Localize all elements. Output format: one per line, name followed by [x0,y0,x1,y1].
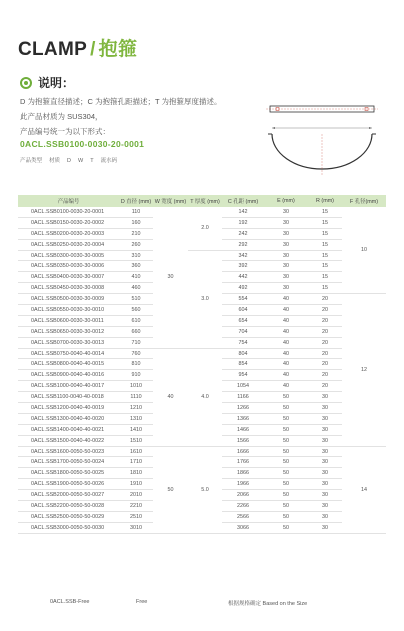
e-cell: 30 [264,283,308,294]
hole-distance-cell: 342 [222,250,264,261]
product-code-cell: 0ACL.SSB0350-0030-30-0006 [18,261,119,272]
product-code-cell: 0ACL.SSB1600-0050-50-0023 [18,446,119,457]
product-code-cell: 0ACL.SSB2000-0050-50-0027 [18,490,119,501]
r-cell: 30 [308,392,342,403]
e-cell: 50 [264,457,308,468]
width-cell: 40 [153,348,188,446]
e-cell: 40 [264,305,308,316]
e-cell: 40 [264,337,308,348]
product-code-cell: 0ACL.SSB0800-0040-40-0015 [18,359,119,370]
hole-distance-cell: 1466 [222,424,264,435]
description-line-2: 此产品材质为 SUS304， [20,112,103,121]
column-header: E (mm) [264,195,308,207]
diameter-cell: 660 [119,326,153,337]
e-cell: 40 [264,315,308,326]
hole-distance-cell: 604 [222,305,264,316]
hole-distance-cell: 2266 [222,501,264,512]
title-en: CLAMP [18,39,88,60]
e-cell: 50 [264,392,308,403]
product-code-cell: 0ACL.SSB1000-0040-40-0017 [18,381,119,392]
column-header: F 孔径(mm) [342,195,386,207]
hole-distance-cell: 1266 [222,403,264,414]
product-code-cell: 0ACL.SSB0550-0030-30-0010 [18,305,119,316]
product-code-cell: 0ACL.SSB0150-0030-20-0002 [18,217,119,228]
diameter-cell: 710 [119,337,153,348]
diameter-cell: 360 [119,261,153,272]
spec-table [18,195,386,534]
e-cell: 30 [264,250,308,261]
e-cell: 50 [264,435,308,446]
product-code-cell: 0ACL.SSB3000-0050-50-0030 [18,522,119,533]
r-cell: 30 [308,435,342,446]
table-row [18,348,386,359]
hole-distance-cell: 1566 [222,435,264,446]
diameter-cell: 1910 [119,479,153,490]
diameter-cell: 410 [119,272,153,283]
e-cell: 40 [264,326,308,337]
hole-distance-cell: 804 [222,348,264,359]
diameter-cell: 310 [119,250,153,261]
hole-distance-cell: 554 [222,294,264,305]
thickness-cell: 4.0 [188,348,222,446]
hole-diameter-cell: 10 [342,207,386,294]
product-code-cell: 0ACL.SSB0100-0030-20-0001 [18,207,119,217]
code-legend-item: T [90,158,94,164]
e-cell: 40 [264,370,308,381]
description-line-3: 产品编号统一为以下形式： [20,127,110,136]
r-cell: 30 [308,403,342,414]
e-cell: 50 [264,424,308,435]
r-cell: 15 [308,239,342,250]
e-cell: 50 [264,511,308,522]
hole-distance-cell: 1366 [222,413,264,424]
r-cell: 30 [308,479,342,490]
e-cell: 40 [264,359,308,370]
column-header: D 直径 (mm) [119,195,153,207]
e-cell: 30 [264,217,308,228]
r-cell: 15 [308,250,342,261]
diameter-cell: 610 [119,315,153,326]
e-cell: 50 [264,501,308,512]
r-cell: 20 [308,348,342,359]
r-cell: 15 [308,272,342,283]
footer-note: 根据规格确定 Based on the Size [228,601,308,607]
diameter-cell: 2010 [119,490,153,501]
column-header: W 宽度 (mm) [153,195,188,207]
product-code-cell: 0ACL.SSB0900-0040-40-0016 [18,370,119,381]
product-code-cell: 0ACL.SSB2500-0050-50-0029 [18,511,119,522]
product-code-cell: 0ACL.SSB0600-0030-30-0011 [18,315,119,326]
r-cell: 20 [308,315,342,326]
diameter-cell: 460 [119,283,153,294]
hole-distance-cell: 854 [222,359,264,370]
e-cell: 50 [264,522,308,533]
code-legend-item: 产品类型 [20,158,43,164]
r-cell: 15 [308,283,342,294]
r-cell: 30 [308,424,342,435]
hole-distance-cell: 1766 [222,457,264,468]
e-cell: 50 [264,413,308,424]
product-code-cell: 0ACL.SSB0500-0030-30-0009 [18,294,119,305]
r-cell: 20 [308,326,342,337]
product-code-cell: 0ACL.SSB1800-0050-50-0025 [18,468,119,479]
r-cell: 20 [308,381,342,392]
product-code-cell: 0ACL.SSB0400-0030-30-0007 [18,272,119,283]
r-cell: 30 [308,446,342,457]
diameter-cell: 1410 [119,424,153,435]
product-code-cell: 0ACL.SSB1300-0040-40-0020 [18,413,119,424]
table-row [18,446,386,457]
hole-distance-cell: 2066 [222,490,264,501]
e-cell: 50 [264,403,308,414]
e-cell: 30 [264,272,308,283]
hole-diameter-cell: 14 [342,446,386,533]
diameter-cell: 760 [119,348,153,359]
e-cell: 50 [264,468,308,479]
r-cell: 20 [308,294,342,305]
width-cell: 50 [153,446,188,533]
r-cell: 30 [308,413,342,424]
product-code-example: 0ACL.SSB0100-0030-20-0001 [20,139,145,149]
diameter-cell: 2510 [119,511,153,522]
page-title [18,34,137,61]
description-line-1: D 为抱箍直径描述；C 为抱箍孔距描述；T 为抱箍厚度描述。 [20,97,222,106]
code-legend-item: D [67,158,72,164]
r-cell: 20 [308,305,342,316]
table-row [18,207,386,217]
section-heading [20,74,74,91]
r-cell: 20 [308,359,342,370]
hole-distance-cell: 954 [222,370,264,381]
r-cell: 30 [308,511,342,522]
product-code-cell: 0ACL.SSB0450-0030-30-0008 [18,283,119,294]
hole-distance-cell: 1054 [222,381,264,392]
table-header-row [18,195,386,207]
hole-distance-cell: 3066 [222,522,264,533]
r-cell: 20 [308,337,342,348]
hole-distance-cell: 1666 [222,446,264,457]
r-cell: 15 [308,217,342,228]
diameter-cell: 1710 [119,457,153,468]
thickness-cell: 5.0 [188,446,222,533]
e-cell: 50 [264,446,308,457]
code-legend-item: 材质 [49,158,61,164]
diameter-cell: 210 [119,228,153,239]
diameter-cell: 1010 [119,381,153,392]
e-cell: 50 [264,479,308,490]
column-header: C 孔距 (mm) [222,195,264,207]
r-cell: 30 [308,490,342,501]
hole-distance-cell: 1866 [222,468,264,479]
code-legend-item: 流水码 [100,158,118,164]
hole-distance-cell: 392 [222,261,264,272]
diameter-cell: 160 [119,217,153,228]
diameter-cell: 1510 [119,435,153,446]
product-code-cell: 0ACL.SSB0700-0030-30-0013 [18,337,119,348]
diameter-cell: 110 [119,207,153,217]
e-cell: 30 [264,228,308,239]
product-code-cell: 0ACL.SSB1900-0050-50-0026 [18,479,119,490]
product-code-cell: 0ACL.SSB2200-0050-50-0028 [18,501,119,512]
diameter-cell: 260 [119,239,153,250]
e-cell: 40 [264,294,308,305]
column-header: T 厚度 (mm) [188,195,222,207]
product-code-cell: 0ACL.SSB0750-0040-40-0014 [18,348,119,359]
thickness-cell: 2.0 [188,207,222,250]
product-code-cell: 0ACL.SSB0250-0030-20-0004 [18,239,119,250]
diameter-cell: 1810 [119,468,153,479]
product-code-cell: 0ACL.SSB1200-0040-40-0019 [18,403,119,414]
hole-distance-cell: 2566 [222,511,264,522]
e-cell: 50 [264,490,308,501]
product-code-cell: 0ACL.SSB1400-0040-40-0021 [18,424,119,435]
hole-distance-cell: 242 [222,228,264,239]
product-code-cell: 0ACL.SSB1700-0050-50-0024 [18,457,119,468]
hole-diameter-cell: 12 [342,294,386,446]
code-legend [20,156,124,164]
hole-distance-cell: 704 [222,326,264,337]
r-cell: 20 [308,370,342,381]
e-cell: 30 [264,207,308,217]
title-cn: 抱箍 [98,39,138,60]
column-header: 产品编号 [18,195,119,207]
width-cell: 30 [153,207,188,348]
r-cell: 30 [308,468,342,479]
hole-distance-cell: 192 [222,217,264,228]
diameter-cell: 1310 [119,413,153,424]
r-cell: 30 [308,457,342,468]
hole-distance-cell: 1966 [222,479,264,490]
hole-distance-cell: 292 [222,239,264,250]
diameter-cell: 1210 [119,403,153,414]
table-row [18,250,386,261]
product-code-cell: 0ACL.SSB1100-0040-40-0018 [18,392,119,403]
target-icon [20,77,32,89]
clamp-drawing [262,98,382,183]
product-code-cell: 0ACL.SSB0650-0030-30-0012 [18,326,119,337]
product-code-cell: 0ACL.SSB1500-0040-40-0022 [18,435,119,446]
r-cell: 30 [308,501,342,512]
diameter-cell: 560 [119,305,153,316]
code-legend-item: W [78,158,84,164]
footer-code: 0ACL.SSB-Free [50,599,90,605]
section-label: 说明： [38,76,75,90]
diameter-cell: 1610 [119,446,153,457]
e-cell: 30 [264,261,308,272]
r-cell: 30 [308,522,342,533]
r-cell: 15 [308,228,342,239]
hole-distance-cell: 142 [222,207,264,217]
diameter-cell: 810 [119,359,153,370]
hole-distance-cell: 492 [222,283,264,294]
diameter-cell: 2210 [119,501,153,512]
r-cell: 15 [308,207,342,217]
footer-diameter: Free [136,599,148,605]
product-code-cell: 0ACL.SSB0200-0030-20-0003 [18,228,119,239]
diameter-cell: 510 [119,294,153,305]
hole-distance-cell: 654 [222,315,264,326]
title-separator: / [90,39,96,60]
column-header: R (mm) [308,195,342,207]
hole-distance-cell: 754 [222,337,264,348]
e-cell: 30 [264,239,308,250]
diameter-cell: 910 [119,370,153,381]
product-code-cell: 0ACL.SSB0300-0030-30-0005 [18,250,119,261]
hole-distance-cell: 442 [222,272,264,283]
hole-distance-cell: 1166 [222,392,264,403]
e-cell: 40 [264,348,308,359]
thickness-cell: 3.0 [188,250,222,348]
diameter-cell: 1110 [119,392,153,403]
r-cell: 15 [308,261,342,272]
diameter-cell: 3010 [119,522,153,533]
e-cell: 40 [264,381,308,392]
